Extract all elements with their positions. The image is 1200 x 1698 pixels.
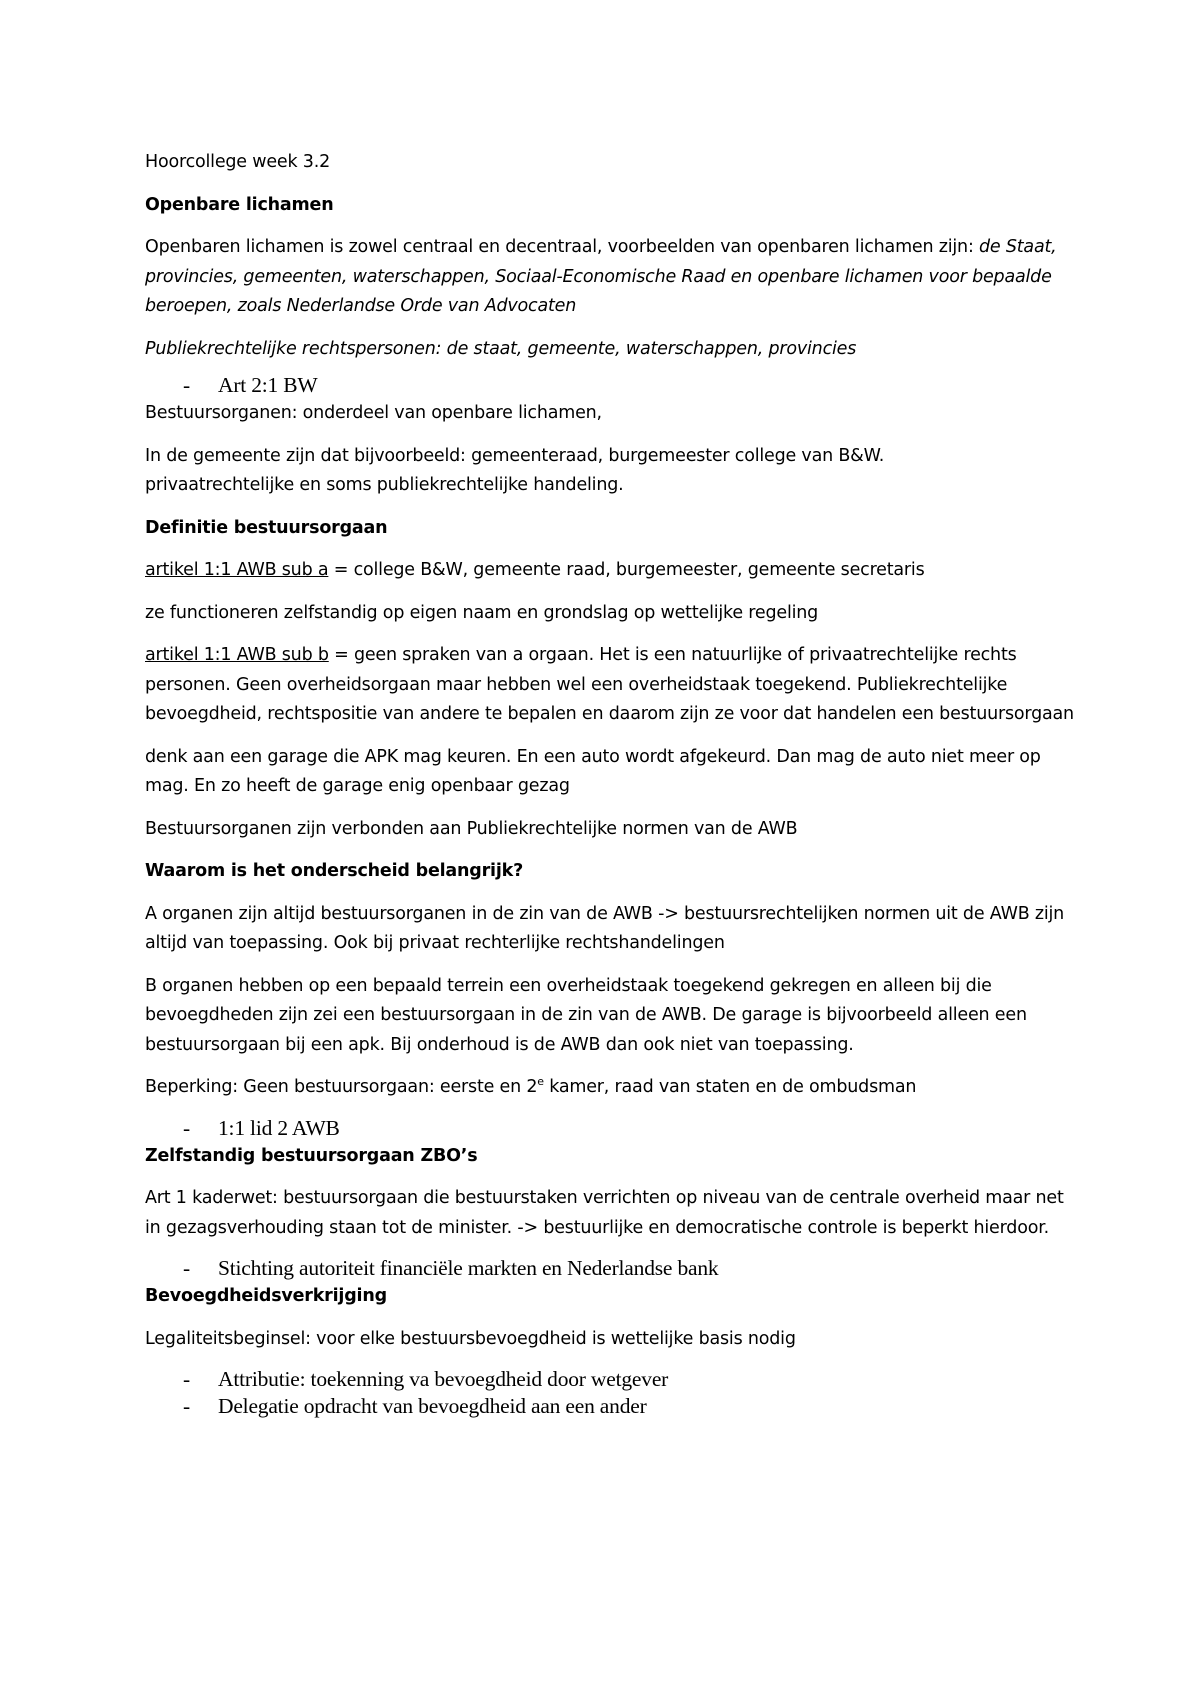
- heading-zbo: Zelfstandig bestuursorgaan ZBO’s: [145, 1145, 478, 1166]
- paragraph-artikel-sub-a: [145, 556, 1075, 586]
- bullet-dash: -: [183, 1115, 190, 1140]
- heading-openbare-lichamen: Openbare lichamen: [145, 194, 334, 215]
- bullet-dash: -: [183, 1394, 190, 1418]
- bullet-item: [145, 1393, 1075, 1420]
- bullet-dash: -: [183, 1367, 190, 1391]
- bullet-list: [145, 1366, 1075, 1420]
- bullet-item: [145, 372, 1075, 399]
- paragraph-beperking: [145, 1073, 1075, 1103]
- artikel-reference-link[interactable]: artikel 1:1 AWB sub b: [145, 645, 329, 665]
- paragraph-text: = geen spraken van a orgaan. Het is een natuurlijke of privaatrechtelijke rechts personen. Geen overheidsorgaan maar hebben wel een overheidstaak toegekend. Publiekrechtelijke bevoegdheid, rechtspositie van andere te bepalen en daarom zijn ze voor dat handelen een bestuursorgaan: [145, 645, 1074, 724]
- paragraph-line: privaatrechtelijke en soms publiekrechtelijke handeling.: [145, 475, 624, 495]
- paragraph-italic-text: de Staat, provincies, gemeenten, waterschappen, Sociaal-Economische Raad en openbare lichamen voor bepaalde beroepen, zoals Nederlandse Orde van Advocaten: [145, 237, 1057, 316]
- heading-definitie: Definitie bestuursorgaan: [145, 517, 388, 538]
- paragraph-bestuursorganen: Bestuursorganen: onderdeel van openbare lichamen,: [145, 403, 602, 423]
- bullet-text: Stichting autoriteit financiële markten en Nederlandse bank: [218, 1256, 719, 1280]
- doc-title: Hoorcollege week 3.2: [145, 152, 331, 172]
- paragraph-text: = college B&W, gemeente raad, burgemeester, gemeente secretaris: [328, 560, 925, 580]
- paragraph-kaderwet: Art 1 kaderwet: bestuursorgaan die bestuurstaken verrichten op niveau van de centrale overheid maar net in gezagsverhouding staan tot de minister. -> bestuurlijke en democratische controle is beperkt hierdoor.: [145, 1188, 1064, 1238]
- paragraph-publiekrechtelijke: Publiekrechtelijke rechtspersonen: de staat, gemeente, waterschappen, provincies: [145, 338, 857, 359]
- heading-waarom: Waarom is het onderscheid belangrijk?: [145, 861, 524, 881]
- bullet-dash: -: [183, 1256, 190, 1280]
- bullet-item: [145, 1255, 1075, 1282]
- paragraph-zelfstandig: ze functioneren zelfstandig op eigen naam en grondslag op wettelijke regeling: [145, 602, 819, 623]
- paragraph-text: Openbaren lichamen is zowel centraal en decentraal, voorbeelden van openbaren lichamen zijn:: [145, 237, 980, 257]
- artikel-reference-link[interactable]: artikel 1:1 AWB sub a: [145, 560, 329, 580]
- paragraph-line: In de gemeente zijn dat bijvoorbeeld: gemeenteraad, burgemeester college van B&W.: [145, 445, 885, 466]
- paragraph-text: Beperking: Geen bestuursorgaan: eerste en 2: [145, 1077, 538, 1097]
- paragraph-text: kamer, raad van staten en de ombudsman: [543, 1077, 917, 1097]
- bullet-item: [145, 1366, 1075, 1393]
- paragraph-openbare-lichamen: [145, 233, 1075, 322]
- document-body: [145, 148, 1075, 1420]
- heading-bevoegdheidsverkrijging: Bevoegdheidsverkrijging: [145, 1286, 387, 1306]
- paragraph-artikel-sub-b: [145, 641, 1075, 730]
- bullet-text: 1:1 lid 2 AWB: [218, 1115, 340, 1140]
- bullet-text: Delegatie opdracht van bevoegdheid aan een ander: [218, 1394, 647, 1418]
- paragraph-legaliteitsbeginsel: Legaliteitsbeginsel: voor elke bestuursbevoegdheid is wettelijke basis nodig: [145, 1328, 796, 1349]
- bullet-item: [145, 1115, 1075, 1142]
- bullet-dash: -: [183, 373, 190, 397]
- paragraph-normen: Bestuursorganen zijn verbonden aan Publiekrechtelijke normen van de AWB: [145, 818, 798, 839]
- paragraph-gemeente: [145, 442, 1075, 501]
- bullet-text: Attributie: toekenning va bevoegdheid door wetgever: [218, 1367, 669, 1391]
- superscript: e: [537, 1075, 544, 1089]
- paragraph-a-organen: A organen zijn altijd bestuursorganen in de zin van de AWB -> bestuursrechtelijken normen uit de AWB zijn altijd van toepassing. Ook bij privaat rechterlijke rechtshandelingen: [145, 903, 1065, 953]
- paragraph-b-organen: B organen hebben op een bepaald terrein een overheidstaak toegekend gekregen en alleen bij die bevoegdheden zijn zei een bestuursorgaan in de zin van de AWB. De garage is bijvoorbeeld alleen een bestuursorgaan bij een apk. Bij onderhoud is de AWB dan ook niet van toepassing.: [145, 975, 1027, 1055]
- bullet-text: Art 2:1 BW: [218, 373, 318, 397]
- paragraph-garage: denk aan een garage die APK mag keuren. En een auto wordt afgekeurd. Dan mag de auto niet meer op mag. En zo heeft de garage enig openbaar gezag: [145, 746, 1041, 796]
